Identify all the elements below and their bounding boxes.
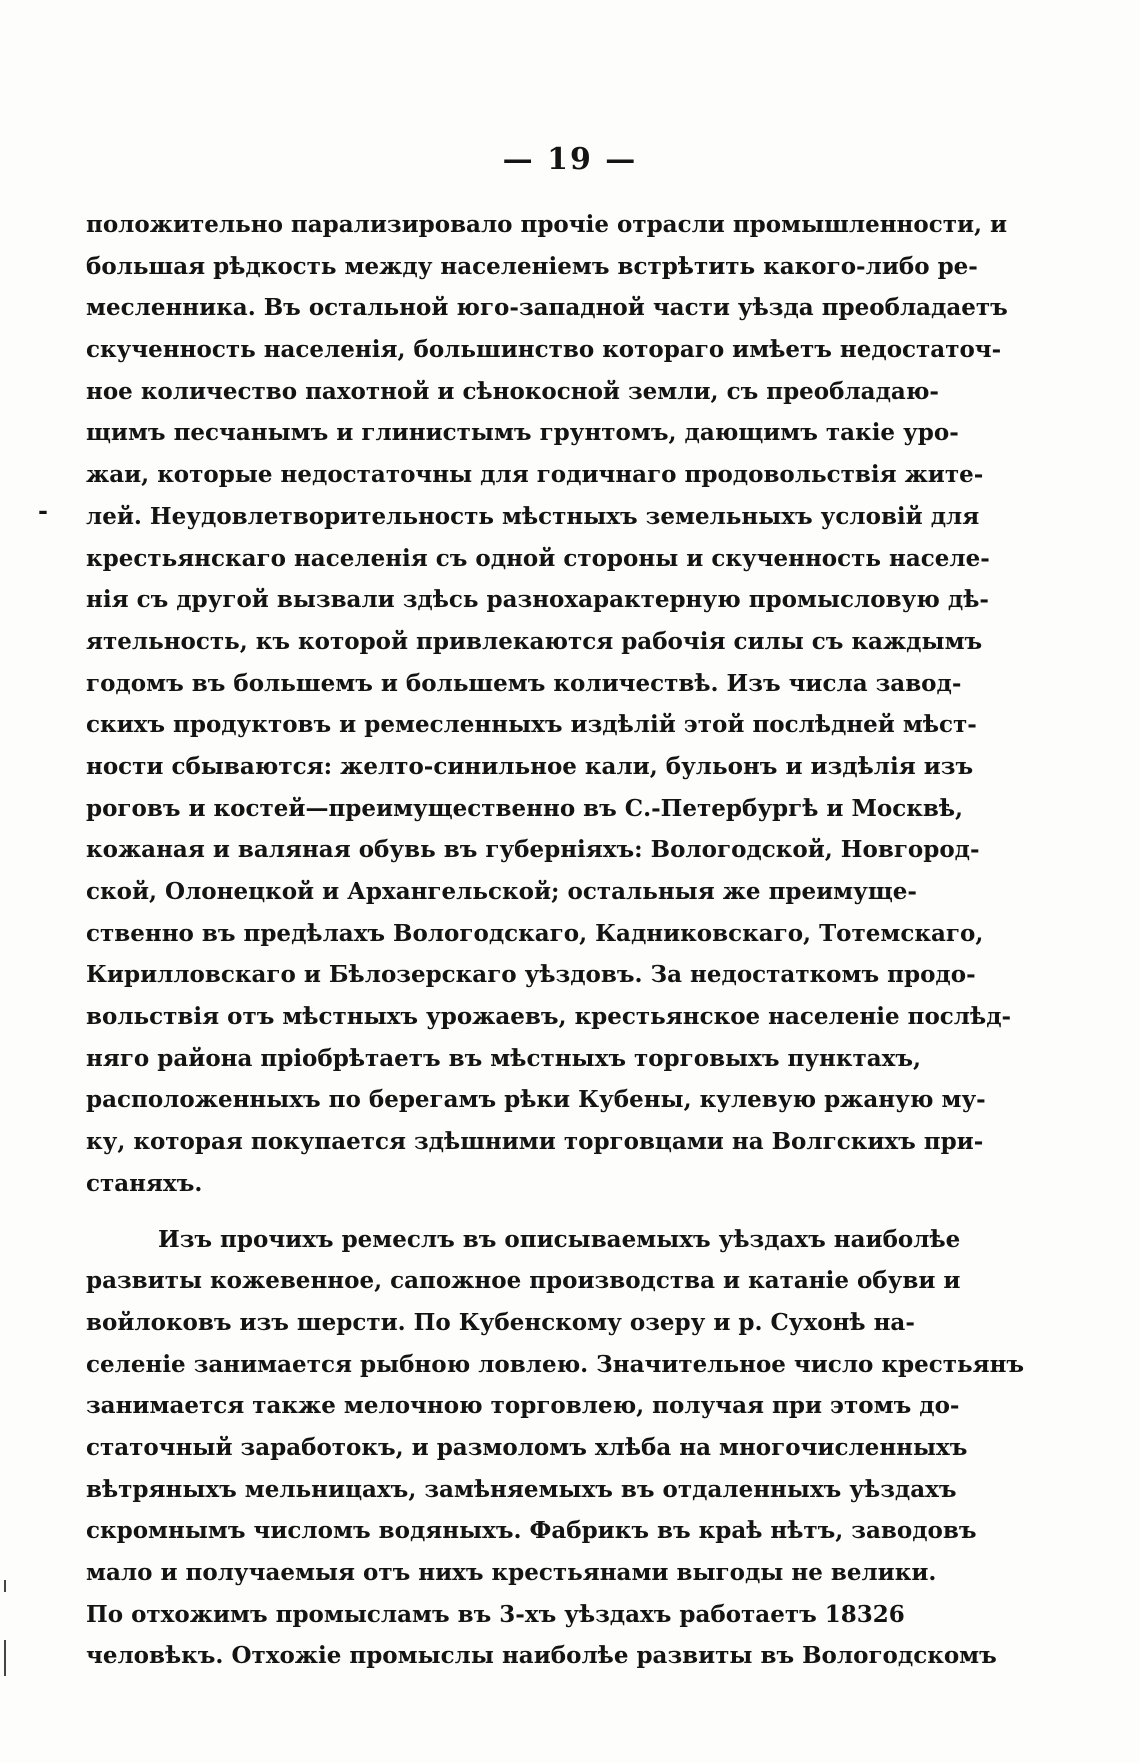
text-line: мало и получаемыя отъ нихъ крестьянами выгоды не велики. bbox=[86, 1559, 937, 1586]
text-line: По отхожимъ промысламъ въ 3-хъ уѣздахъ работаетъ 18326 bbox=[86, 1600, 905, 1628]
page-number: — 19 — bbox=[502, 142, 638, 177]
text-line: скихъ продуктовъ и ремесленныхъ издѣлій этой послѣдней мѣст- bbox=[86, 711, 977, 739]
text-line: ку, которая покупается здѣшними торговцами на Волгскихъ при- bbox=[86, 1128, 984, 1156]
scan-edge-line bbox=[4, 1580, 6, 1592]
paragraph-gap bbox=[86, 1205, 886, 1219]
text-line: жаи, которые недостаточны для годичнаго продовольствія жите- bbox=[86, 461, 984, 489]
text-line: войлоковъ изъ шерсти. По Кубенскому озеру и р. Сухонѣ на- bbox=[86, 1308, 915, 1336]
body-text bbox=[86, 204, 1025, 1677]
text-line: вольствія отъ мѣстныхъ урожаевъ, крестьянское населеніе послѣд- bbox=[86, 1003, 1012, 1031]
text-line: развиты кожевенное, сапожное производства и катаніе обуви и bbox=[86, 1267, 961, 1295]
text-line: селеніе занимается рыбною ловлею. Значительное число крестьянъ bbox=[86, 1350, 1025, 1378]
text-line: роговъ и костей—преимущественно въ С.-Петербургѣ и Москвѣ, bbox=[86, 794, 964, 822]
text-line: ской, Олонецкой и Архангельской; остальныя же преимуще- bbox=[86, 878, 917, 905]
text-line: ственно въ предѣлахъ Вологодскаго, Кадниковскаго, Тотемскаго, bbox=[86, 919, 984, 947]
text-line: ное количество пахотной и сѣнокосной земли, съ преобладаю- bbox=[86, 377, 939, 405]
text-line: статочный заработокъ, и размоломъ хлѣба на многочисленныхъ bbox=[86, 1433, 968, 1461]
text-line: большая рѣдкость между населеніемъ встрѣтить какого-либо ре- bbox=[86, 252, 978, 280]
text-line: занимается также мелочною торговлею, получая при этомъ до- bbox=[86, 1392, 960, 1420]
scan-edge-line bbox=[4, 1640, 6, 1676]
text-line: вѣтряныхъ мельницахъ, замѣняемыхъ въ отдаленныхъ уѣздахъ bbox=[86, 1475, 957, 1503]
text-line: скромнымъ числомъ водяныхъ. Фабрикъ въ краѣ нѣтъ, заводовъ bbox=[86, 1517, 977, 1545]
text-line: нія съ другой вызвали здѣсь разнохарактерную промысловую дѣ- bbox=[86, 586, 989, 614]
text-line: станяхъ. bbox=[86, 1169, 203, 1197]
text-line: Кирилловскаго и Бѣлозерскаго уѣздовъ. За недостаткомъ продо- bbox=[86, 961, 976, 989]
text-line: годомъ въ большемъ и большемъ количествѣ. Изъ числа завод- bbox=[86, 669, 962, 697]
text-line: человѣкъ. Отхожіе промыслы наиболѣе развиты въ Вологодскомъ bbox=[86, 1642, 997, 1670]
paragraph-1 bbox=[86, 204, 1012, 1205]
margin-mark: - bbox=[38, 496, 48, 525]
text-line: расположенныхъ по берегамъ рѣки Кубены, кулевую ржаную му- bbox=[86, 1086, 986, 1114]
text-line: Изъ прочихъ ремеслъ въ описываемыхъ уѣздахъ наиболѣе bbox=[158, 1225, 961, 1253]
text-line: ятельность, къ которой привлекаются рабочія силы съ каждымъ bbox=[86, 627, 983, 655]
text-line: месленника. Въ остальной юго-западной части уѣзда преобладаетъ bbox=[86, 294, 1008, 322]
text-line: лей. Неудовлетворительность мѣстныхъ земельныхъ условій для bbox=[86, 502, 980, 530]
text-line: крестьянскаго населенія съ одной стороны и скученность населе- bbox=[86, 544, 990, 572]
text-line: скученность населенія, большинство котораго имѣетъ недостаточ- bbox=[86, 336, 1002, 364]
text-line: няго района пріобрѣтаетъ въ мѣстныхъ торговыхъ пунктахъ, bbox=[86, 1044, 921, 1072]
paragraph-2 bbox=[86, 1219, 1025, 1678]
text-line: положительно парализировало прочіе отрасли промышленности, и bbox=[86, 211, 1008, 238]
text-line: щимъ песчанымъ и глинистымъ грунтомъ, дающимъ такіе уро- bbox=[86, 419, 959, 447]
text-line: ности сбываются: желто-синильное кали, бульонъ и издѣлія изъ bbox=[86, 752, 974, 780]
text-line: кожаная и валяная обувь въ губерніяхъ: Вологодской, Новгород- bbox=[86, 836, 980, 864]
